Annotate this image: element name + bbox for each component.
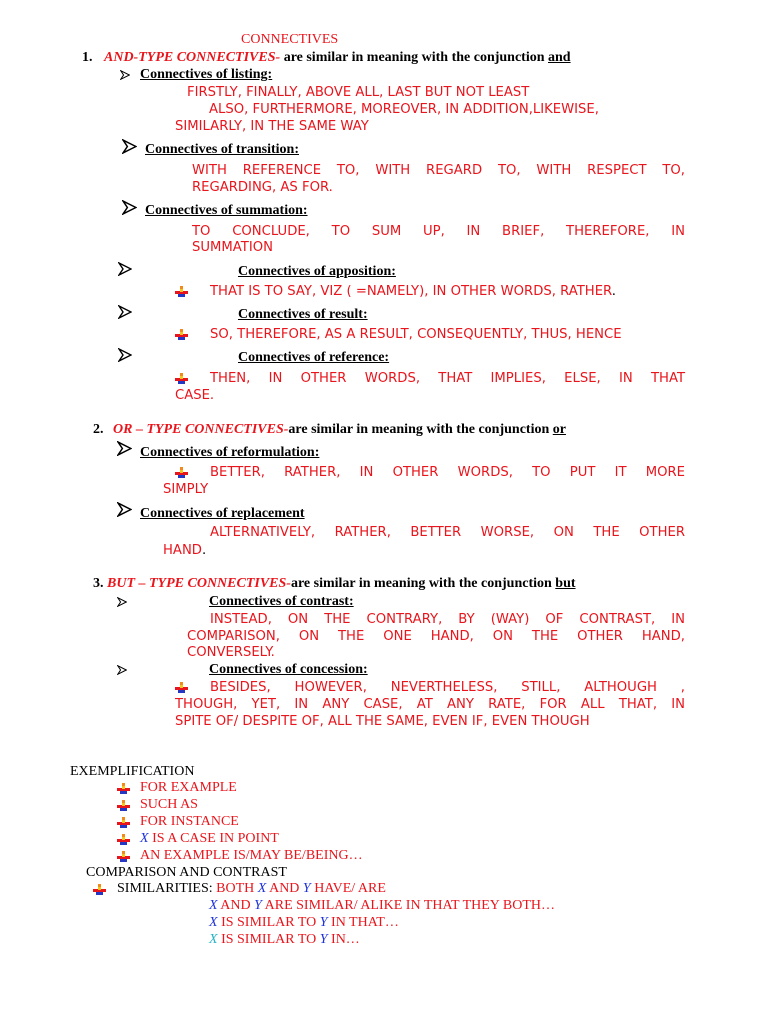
comparison-line-3 [209, 915, 399, 931]
concession-label: Connectives of concession: [209, 662, 368, 677]
comparison-line-3-text-b: IN THAT… [327, 915, 399, 930]
section-3-number: 3. [93, 576, 104, 591]
contrast-label: Connectives of contrast: [209, 594, 354, 609]
var-x: X [209, 898, 218, 913]
section-1-title: AND-TYPE CONNECTIVES- [104, 50, 281, 65]
transition-line-2: REGARDING, AS FOR. [192, 180, 333, 195]
comparison-line-3-text-a: IS SIMILAR TO [217, 915, 320, 930]
section-1-number: 1. [82, 50, 93, 65]
var-x: X [209, 932, 218, 947]
var-x: X [209, 915, 218, 930]
replacement-label: Connectives of replacement [140, 506, 305, 521]
colored-bullet-icon [175, 373, 188, 385]
colored-bullet-icon [175, 286, 188, 298]
arrowhead-bullet-icon [117, 441, 132, 456]
example-item-4-text: IS A CASE IN POINT [152, 831, 279, 846]
section-2-heading [93, 422, 566, 438]
summation-line-1: TO CONCLUDE, TO SUM UP, IN BRIEF, THEREFORE, IN [192, 224, 685, 239]
similarities-label: SIMILARITIES: [117, 881, 217, 896]
reference-line-2: CASE. [175, 388, 215, 403]
reformulation-line-2: SIMPLY [163, 482, 209, 497]
listing-line-3: SIMILARLY, IN THE SAME WAY [175, 119, 369, 134]
comparison-heading: COMPARISON AND CONTRAST [86, 865, 287, 880]
replacement-text: HAND [163, 543, 202, 558]
contrast-line-1: INSTEAD, ON THE CONTRARY, BY (WAY) OF CONTRAST, IN [210, 612, 685, 627]
comparison-line-4 [209, 932, 360, 948]
var-y: Y [302, 881, 311, 896]
var-y: Y [319, 915, 328, 930]
transition-label: Connectives of transition: [145, 142, 299, 157]
colored-bullet-icon [117, 800, 130, 812]
reformulation-label: Connectives of reformulation: [140, 445, 320, 460]
reformulation-line-1: BETTER, RATHER, IN OTHER WORDS, TO PUT IT MORE [210, 465, 685, 480]
colored-bullet-icon [175, 329, 188, 341]
section-3-description: are similar in meaning with the conjunction [290, 576, 556, 591]
comparison-line-2-text: ARE SIMILAR/ ALIKE IN THAT THEY BOTH… [261, 898, 556, 913]
replacement-line-2 [163, 543, 206, 558]
arrowhead-bullet-icon [122, 139, 137, 154]
concession-line-1: BESIDES, HOWEVER, NEVERTHELESS, STILL, ALTHOUGH , [210, 680, 685, 695]
replacement-line-1: ALTERNATIVELY, RATHER, BETTER WORSE, ON THE OTHER [210, 525, 685, 540]
exemplification-heading: EXEMPLIFICATION [70, 764, 195, 779]
listing-line-2: ALSO, FURTHERMORE, MOREOVER, IN ADDITION,LIKEWISE, [209, 102, 599, 117]
section-2-conjunction: or [552, 422, 566, 437]
arrowhead-bullet-icon [122, 200, 137, 215]
replacement-period: . [201, 543, 207, 558]
and-text: AND [217, 898, 255, 913]
colored-bullet-icon [93, 884, 106, 896]
transition-line-1: WITH REFERENCE TO, WITH REGARD TO, WITH RESPECT TO, [192, 163, 685, 178]
reference-line-1: THEN, IN OTHER WORDS, THAT IMPLIES, ELSE, IN THAT [210, 371, 685, 386]
arrowhead-bullet-icon [118, 348, 132, 362]
section-1-heading [82, 50, 571, 66]
section-2-number: 2. [93, 422, 104, 437]
similarities-and: AND [266, 881, 303, 896]
var-x: X [257, 881, 267, 896]
colored-bullet-icon [117, 851, 130, 863]
section-3-title: BUT – TYPE CONNECTIVES- [107, 576, 291, 591]
arrowhead-bullet-icon [118, 262, 132, 276]
apposition-period: . [611, 284, 616, 299]
comparison-line-4-text-b: IN… [327, 932, 360, 947]
arrowhead-bullet-icon [117, 597, 127, 607]
arrowhead-bullet-icon [120, 70, 130, 80]
result-line-1: SO, THEREFORE, AS A RESULT, CONSEQUENTLY, THUS, HENCE [210, 327, 622, 342]
arrowhead-bullet-icon [118, 305, 132, 319]
arrowhead-bullet-icon [117, 665, 127, 675]
colored-bullet-icon [117, 817, 130, 829]
concession-line-3: SPITE OF/ DESPITE OF, ALL THE SAME, EVEN IF, EVEN THOUGH [175, 714, 590, 729]
section-3-conjunction: but [555, 576, 576, 591]
concession-line-2: THOUGH, YET, IN ANY CASE, AT ANY RATE, FOR ALL THAT, IN [175, 697, 685, 712]
section-2-title: OR – TYPE CONNECTIVES- [113, 422, 289, 437]
result-label: Connectives of result: [238, 307, 368, 322]
example-item-3: FOR INSTANCE [140, 814, 239, 829]
section-2-description: are similar in meaning with the conjunction [288, 422, 553, 437]
arrowhead-bullet-icon [117, 502, 132, 517]
summation-line-2: SUMMATION [192, 240, 273, 255]
colored-bullet-icon [117, 783, 130, 795]
similarities-both: BOTH [216, 881, 258, 896]
example-item-2: SUCH AS [140, 797, 198, 812]
section-3-heading [93, 576, 576, 592]
similarities-have: HAVE/ ARE [310, 881, 386, 896]
comparison-line-4-text-a: IS SIMILAR TO [217, 932, 320, 947]
var-y: Y [254, 898, 262, 913]
example-item-4 [140, 831, 279, 847]
comparison-line-2 [209, 898, 555, 914]
summation-label: Connectives of summation: [145, 203, 308, 218]
apposition-line-1 [210, 284, 616, 299]
page-title: CONNECTIVES [241, 32, 339, 47]
reference-label: Connectives of reference: [238, 350, 390, 365]
example-x-var: X [140, 831, 149, 846]
listing-line-1: FIRSTLY, FINALLY, ABOVE ALL, LAST BUT NOT LEAST [187, 85, 530, 100]
similarities-line [117, 881, 386, 897]
contrast-line-3: CONVERSELY. [187, 645, 275, 660]
section-1-conjunction: and [548, 50, 571, 65]
example-item-1: FOR EXAMPLE [140, 780, 237, 795]
colored-bullet-icon [175, 682, 188, 694]
apposition-text: THAT IS TO SAY, VIZ ( =NAMELY), IN OTHER WORDS, RATHER [210, 284, 612, 299]
listing-label: Connectives of listing: [140, 67, 273, 82]
contrast-line-2: COMPARISON, ON THE ONE HAND, ON THE OTHER HAND, [187, 629, 685, 644]
example-item-5: AN EXAMPLE IS/MAY BE/BEING… [140, 848, 363, 863]
colored-bullet-icon [117, 834, 130, 846]
section-1-description: are similar in meaning with the conjunction [280, 50, 549, 65]
apposition-label: Connectives of apposition: [238, 264, 396, 279]
var-y: Y [319, 932, 328, 947]
colored-bullet-icon [175, 467, 188, 479]
